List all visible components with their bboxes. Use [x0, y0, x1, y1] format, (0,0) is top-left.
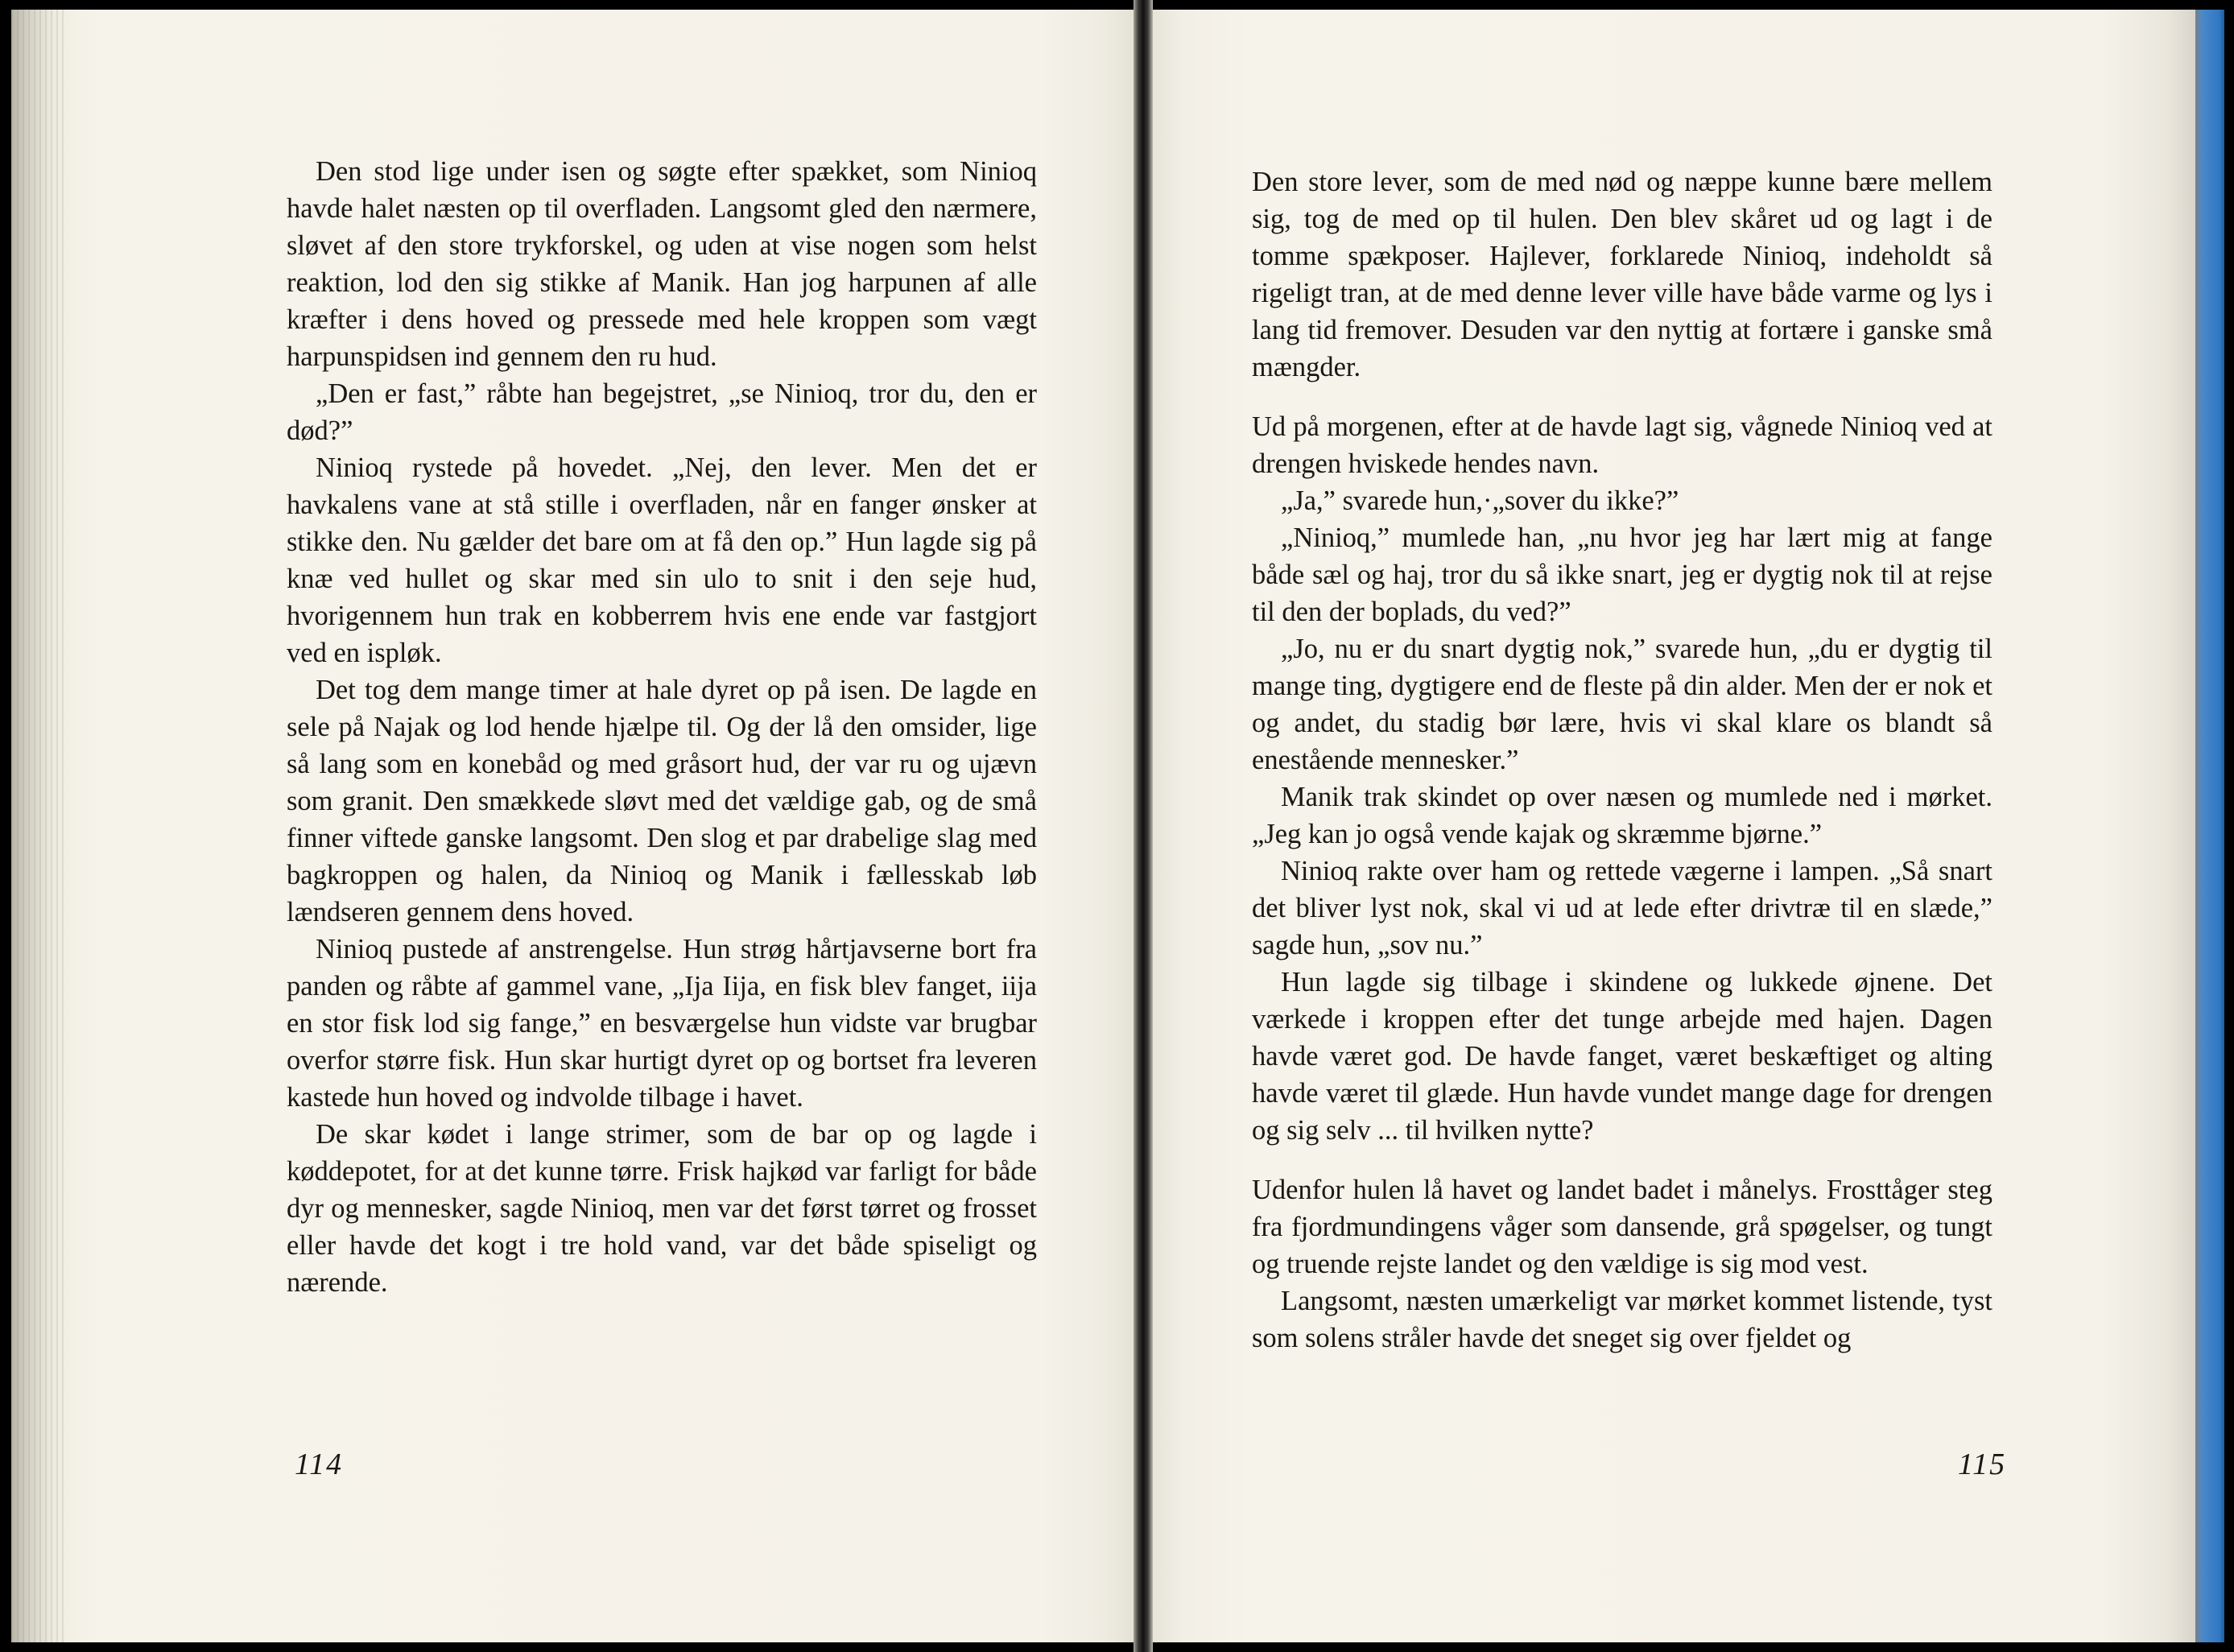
paragraph: Den stod lige under isen og søgte efter spækket, som Ninioq havde halet næsten op til overfladen. Langsomt gled den nærmere, sløvet af den store trykforskel, og uden at vise nogen som helst reaktion, lod den sig stikke af Manik. Han jog harpunen af alle kræfter i dens hoved og pressede med hele kroppen som vægt harpunspidsen ind gennem den ru hud.	[287, 156, 1037, 372]
paragraph: Det tog dem mange timer at hale dyret op på isen. De lagde en sele på Najak og lod hende hjælpe til. Og der lå den omsider, lige så lang som en konebåd og med gråsort hud, der var ru og ujævn som granit. Den smækkede sløvt med det vældige gab, og de små finner viftede ganske langsomt. Den slog et par drabelige slag med bagkroppen og halen, da Ninioq og Manik i fællesskab løb lændseren gennem dens hoved.	[287, 675, 1037, 927]
page-number: 115	[1958, 1448, 2007, 1481]
paragraph: „Den er fast,” råbte han begejstret, „se Ninioq, tror du, den er død?”	[287, 378, 1037, 446]
paragraph: Manik trak skindet op over næsen og mumlede ned i mørket. „Jeg kan jo også vende kajak og skræmme bjørne.”	[1252, 782, 1992, 849]
paragraph: „Ja,” svarede hun,·„sover du ikke?”	[1281, 485, 1679, 516]
paragraph: Langsomt, næsten umærkeligt var mørket kommet listende, tyst som solens stråler havde det sneget sig over fjeldet og	[1252, 1286, 1992, 1353]
book-spine	[1134, 0, 1153, 1652]
left-page-text	[287, 153, 1037, 1301]
right-page-text	[1252, 163, 1992, 1357]
page-number: 114	[295, 1448, 344, 1481]
paragraph: Ninioq rakte over ham og rettede vægerne i lampen. „Så snart det bliver lyst nok, skal vi ud at lede efter drivtræ til en slæde,” sagde hun, „sov nu.”	[1252, 856, 1992, 960]
paragraph: Ninioq pustede af anstrengelse. Hun strøg hårtjavserne bort fra panden og råbte af gammel vane, „Ija Iija, en fisk blev fanget, iija en stor fisk lod sig fange,” en besværgelse hun vidste var brugbar overfor større fisk. Hun skar hurtigt dyret op og bortset fra leveren kastede hun hoved og indvolde tilbage i havet.	[287, 934, 1037, 1113]
background-strip	[2195, 10, 2224, 1642]
paragraph: „Jo, nu er du snart dygtig nok,” svarede hun, „du er dygtig til mange ting, dygtigere end de fleste på din alder. Men der er nok et og andet, du stadig bør lære, hvis vi skal klare os blandt så enestående mennesker.”	[1252, 634, 1992, 775]
paragraph: Ninioq rystede på hovedet. „Nej, den lever. Men det er havkalens vane at stå stille i overfladen, når en fanger ønsker at stikke den. Nu gælder det bare om at få den op.” Hun lagde sig på knæ ved hullet og skar med sin ulo to snit i den seje hud, hvorigennem hun trak en kobberrem hvis ene ende var fastgjort ved en ispløk.	[287, 452, 1037, 668]
right-page	[1153, 10, 2195, 1642]
paragraph: De skar kødet i lange strimer, som de bar op og lagde i køddepotet, for at det kunne tørre. Frisk hajkød var farligt for både dyr og mennesker, sagde Ninioq, men var det først tørret og frosset eller havde det kogt i tre hold vand, var det både spiseligt og nærende.	[287, 1119, 1037, 1298]
paragraph: „Ninioq,” mumlede han, „nu hvor jeg har lært mig at fange både sæl og haj, tror du så ikke snart, jeg er dygtig nok til at rejse til den der boplads, du ved?”	[1252, 522, 1992, 627]
paragraph: Den store lever, som de med nød og næppe kunne bære mellem sig, tog de med op til hulen. Den blev skåret ud og lagt i de tomme spækposer. Hajlever, forklarede Ninioq, indeholdt så rigeligt tran, at de med denne lever ville have både varme og lys i lang tid fremover. Desuden var den nyttig at fortære i ganske små mængder.	[1252, 167, 1992, 382]
paragraph: Udenfor hulen lå havet og landet badet i månelys. Frosttåger steg fra fjordmundingens våger som dansende, grå spøgelser, og tungt og truende rejste landet og den vældige is sig mod vest.	[1252, 1175, 1992, 1279]
paragraph: Hun lagde sig tilbage i skindene og lukkede øjnene. Det værkede i kroppen efter det tunge arbejde med hajen. Dagen havde været god. De havde fanget, været beskæftiget og alting havde været til glæde. Hun havde vundet mange dage for drengen og sig selv ... til hvilken nytte?	[1252, 967, 1992, 1146]
left-page	[11, 10, 1134, 1642]
page-edge-shading	[11, 10, 68, 1642]
paragraph: Ud på morgenen, efter at de havde lagt sig, vågnede Ninioq ved at drengen hviskede hendes navn.	[1252, 411, 1992, 479]
